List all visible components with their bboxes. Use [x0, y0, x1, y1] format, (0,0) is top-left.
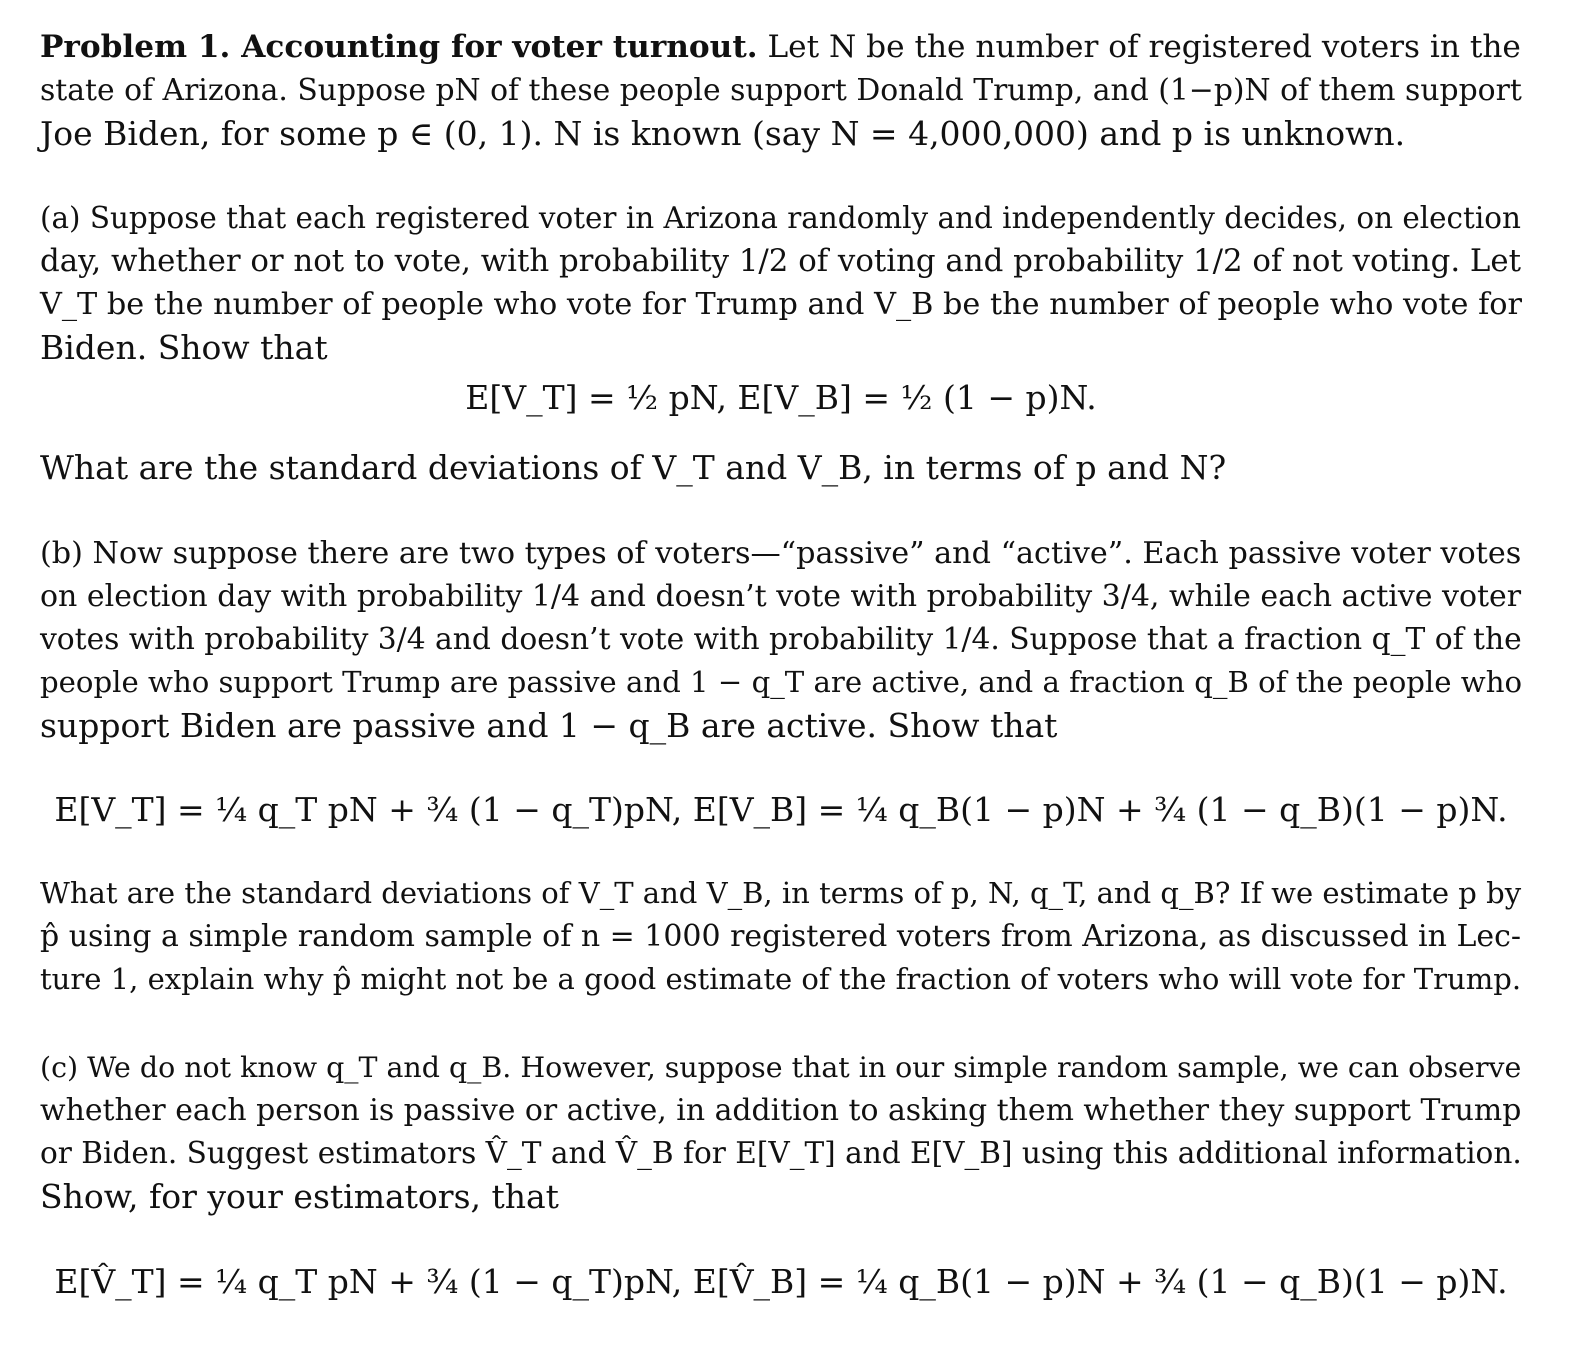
intro-line-3: Joe Biden, for some p ∈ (0, 1). N is known (say N = 4,000,000) and p is unknown.	[40, 114, 1406, 153]
part-b-question	[40, 872, 1522, 1001]
part-c-line: whether each person is passive or active, in addition to asking them whether they support Trump	[40, 1093, 1522, 1128]
part-b-line: votes with probability 3/4 and doesn’t vote with probability 1/4. Suppose that a fraction q_T of the	[40, 622, 1522, 657]
part-a-line: Biden. Show that	[40, 328, 328, 367]
part-b-line: support Biden are passive and 1 − q_B are active. Show that	[40, 706, 1058, 745]
part-b-question-line: What are the standard deviations of V_T and V_B, in terms of p, N, q_T, and q_B? If we estimate p by	[40, 876, 1522, 910]
part-b-line: (b) Now suppose there are two types of voters—“passive” and “active”. Each passive voter votes	[40, 536, 1522, 571]
part-a-equation: E[V_T] = ½ pN, E[V_B] = ½ (1 − p)N.	[465, 378, 1097, 417]
part-b-line: on election day with probability 1/4 and doesn’t vote with probability 3/4, while each active voter	[40, 579, 1522, 614]
intro-line-1: Problem 1. Accounting for voter turnout. Let N be the number of registered voters in the	[40, 29, 1521, 65]
part-a-line: day, whether or not to vote, with probability 1/2 of voting and probability 1/2 of not voting. Let	[40, 243, 1521, 279]
part-b-question-line: p̂ using a simple random sample of n = 1000 registered voters from Arizona, as discussed in Lec-	[40, 919, 1521, 954]
part-a-line: V_T be the number of people who vote for Trump and V_B be the number of people who vote for	[40, 287, 1523, 322]
part-c-equation: E[V̂_T] = ¼ q_T pN + ¾ (1 − q_T)pN, E[V̂_B] = ¼ q_B(1 − p)N + ¾ (1 − q_B)(1 − p)N.	[54, 1262, 1508, 1301]
problem-heading: Problem 1. Accounting for voter turnout.	[40, 29, 758, 65]
part-b-line: people who support Trump are passive and 1 − q_T are active, and a fraction q_B of the people who	[40, 665, 1523, 699]
part-b-equation: E[V_T] = ¼ q_T pN + ¾ (1 − q_T)pN, E[V_B] = ¼ q_B(1 − p)N + ¾ (1 − q_B)(1 − p)N.	[54, 790, 1508, 829]
problem-intro	[40, 26, 1522, 155]
part-c-line: Show, for your estimators, that	[40, 1177, 559, 1216]
intro-line-2: state of Arizona. Suppose pN of these people support Donald Trump, and (1−p)N of them support	[40, 73, 1522, 108]
part-c-line: (c) We do not know q_T and q_B. However, suppose that in our simple random sample, we can observe	[40, 1051, 1522, 1084]
part-a-text	[40, 197, 1522, 369]
part-b-text	[40, 532, 1522, 747]
part-b-question-line: ture 1, explain why p̂ might not be a good estimate of the fraction of voters who will vote for Trump.	[40, 962, 1522, 996]
part-c-text	[40, 1046, 1522, 1218]
part-a-question: What are the standard deviations of V_T and V_B, in terms of p and N?	[40, 448, 1227, 487]
part-a-line: (a) Suppose that each registered voter in Arizona randomly and independently decides, on election	[40, 201, 1521, 235]
part-c-line: or Biden. Suggest estimators V̂_T and V̂_B for E[V_T] and E[V_B] using this additional information.	[40, 1136, 1522, 1170]
